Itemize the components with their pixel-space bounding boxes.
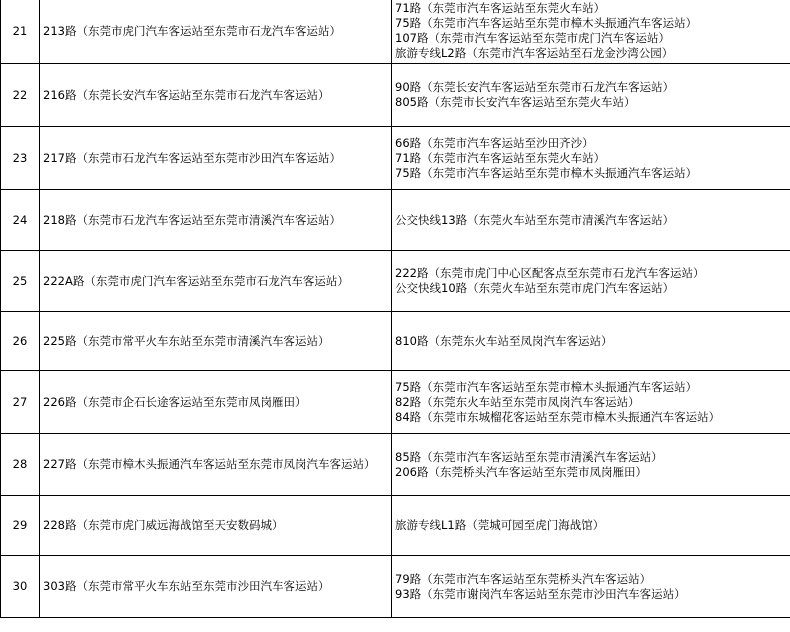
connecting-routes [392,190,790,251]
connecting-routes [392,434,790,496]
connecting-route-item: 84路（东莞市东城榴花客运站至东莞市樟木头振通汽车客运站） [395,409,721,424]
connecting-route-item: 805路（东莞市长安汽车客运站至东莞火车站） [395,95,636,109]
connecting-route-item: 82路（东莞东火车站至东莞市凤岗汽车客运站） [395,394,640,409]
row-number: 30 [1,556,40,618]
route-name: 226路（东莞市企石长途客运站至东莞市凤岗雁田） [40,371,392,434]
table-row [1,434,790,496]
row-number: 24 [1,190,40,251]
connecting-route-item: 75路（东莞市汽车客运站至东莞市樟木头振通汽车客运站） [395,379,698,394]
table-row [1,190,790,251]
connecting-routes [392,251,790,312]
row-number: 21 [1,0,40,64]
route-name: 222A路（东莞市虎门汽车客运站至东莞市石龙汽车客运站） [40,251,392,312]
route-name: 213路（东莞市虎门汽车客运站至东莞市石龙汽车客运站） [40,0,392,64]
connecting-route-item: 公交快线10路（东莞火车站至东莞市虎门汽车客运站） [395,281,675,295]
route-name: 216路（东莞长安汽车客运站至东莞市石龙汽车客运站） [40,64,392,127]
row-number: 26 [1,312,40,371]
connecting-routes [392,127,790,190]
connecting-routes [392,64,790,127]
connecting-routes [392,312,790,371]
row-number: 27 [1,371,40,434]
route-name: 217路（东莞市石龙汽车客运站至东莞市沙田汽车客运站） [40,127,392,190]
connecting-route-item: 206路（东莞桥头汽车客运站至东莞市凤岗雁田） [395,464,647,479]
connecting-route-item: 222路（东莞市虎门中心区配客点至东莞市石龙汽车客运站） [395,266,705,280]
route-name: 303路（东莞市常平火车东站至东莞市沙田汽车客运站） [40,556,392,618]
table-row [1,64,790,127]
connecting-route-item: 71路（东莞市汽车客运站至东莞火车站） [395,150,606,165]
connecting-route-item: 75路（东莞市汽车客运站至东莞市樟木头振通汽车客运站） [395,16,698,30]
connecting-routes [392,556,790,618]
route-name: 218路（东莞市石龙汽车客运站至东莞市清溪汽车客运站） [40,190,392,251]
connecting-route-item: 810路（东莞东火车站至凤岗汽车客运站） [395,333,613,348]
table-row [1,127,790,190]
connecting-route-item: 66路（东莞市汽车客运站至沙田齐沙） [395,135,594,150]
route-table-body [1,0,790,618]
route-name: 228路（东莞市虎门威远海战馆至天安数码城） [40,496,392,556]
connecting-route-item: 79路（东莞市汽车客运站至东莞桥头汽车客运站） [395,571,652,586]
connecting-route-item: 75路（东莞市汽车客运站至东莞市樟木头振通汽车客运站） [395,165,698,180]
connecting-routes [392,371,790,434]
connecting-route-item: 旅游专线L1路（莞城可园至虎门海战馆） [395,518,605,532]
connecting-route-item: 90路（东莞长安汽车客运站至东莞市石龙汽车客运站） [395,80,675,94]
table-row [1,556,790,618]
row-number: 22 [1,64,40,127]
row-number: 23 [1,127,40,190]
table-row [1,312,790,371]
connecting-routes [392,496,790,556]
row-number: 29 [1,496,40,556]
connecting-route-item: 71路（东莞市汽车客运站至东莞火车站） [395,1,606,15]
table-row [1,0,790,64]
connecting-route-item: 107路（东莞市汽车客运站至东莞市虎门汽车客运站） [395,31,670,45]
table-row [1,371,790,434]
connecting-route-item: 公交快线13路（东莞火车站至东莞市清溪汽车客运站） [395,212,675,227]
connecting-route-item: 85路（东莞市汽车客运站至东莞市清溪汽车客运站） [395,449,663,464]
connecting-route-item: 旅游专线L2路（东莞市汽车客运站至石龙金沙湾公园） [395,46,674,60]
row-number: 25 [1,251,40,312]
route-name: 225路（东莞市常平火车东站至东莞市清溪汽车客运站） [40,312,392,371]
table-row [1,251,790,312]
connecting-routes [392,0,790,64]
table-row [1,496,790,556]
row-number: 28 [1,434,40,496]
route-name: 227路（东莞市樟木头振通汽车客运站至东莞市凤岗汽车客运站） [40,434,392,496]
connecting-route-item: 93路（东莞市谢岗汽车客运站至东莞市沙田汽车客运站） [395,586,686,601]
